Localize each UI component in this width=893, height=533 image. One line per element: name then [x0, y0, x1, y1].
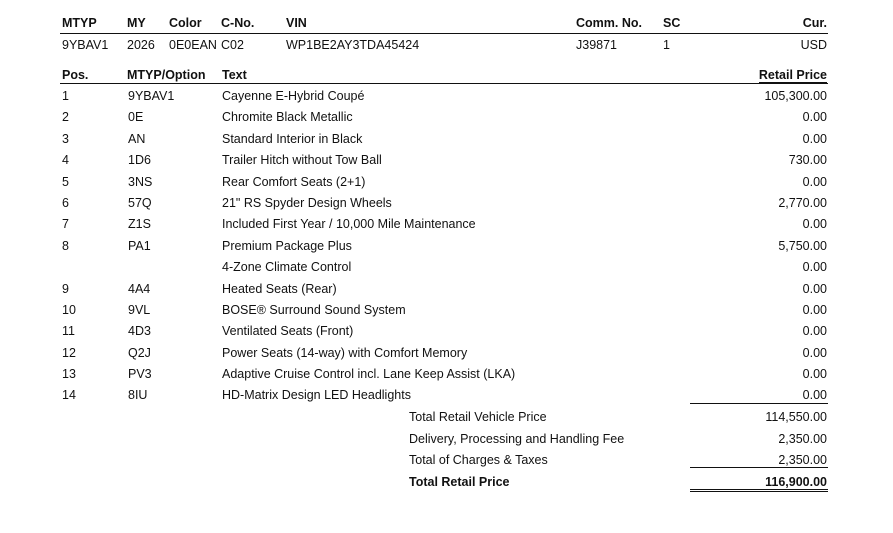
line-price: 0.00 — [802, 302, 827, 317]
line-price: 0.00 — [802, 174, 827, 189]
line-price: 0.00 — [802, 324, 827, 339]
table-row — [0, 343, 893, 364]
total-value: 116,900.00 — [765, 474, 827, 489]
table-row — [0, 193, 893, 214]
line-text: Included First Year / 10,000 Mile Maintenance — [222, 217, 476, 232]
mtyp-value: 9YBAV1 — [62, 38, 109, 52]
line-pos: 3 — [62, 131, 69, 146]
line-price: 0.00 — [802, 367, 827, 382]
line-price: 0.00 — [802, 217, 827, 232]
comm-no-header: Comm. No. — [576, 16, 642, 30]
line-pos: 12 — [62, 345, 76, 360]
line-option-code: 0E — [128, 110, 144, 125]
table-row — [0, 279, 893, 300]
line-option-code: 3NS — [128, 174, 153, 189]
line-price: 0.00 — [802, 131, 827, 146]
line-text: Heated Seats (Rear) — [222, 281, 337, 296]
line-price: 5,750.00 — [778, 238, 827, 253]
line-option-code: 4D3 — [128, 324, 151, 339]
line-option-code: PA1 — [128, 238, 151, 253]
line-option-code: PV3 — [128, 367, 152, 382]
line-pos: 8 — [62, 238, 69, 253]
line-option-code: 8IU — [128, 388, 148, 403]
line-text: Standard Interior in Black — [222, 131, 363, 146]
model-year-value: 2026 — [127, 38, 155, 52]
table-header-rule — [60, 83, 828, 84]
c-no-value: C02 — [221, 38, 244, 52]
pos-header: Pos. — [62, 68, 89, 82]
table-row — [0, 300, 893, 321]
table-row — [0, 214, 893, 235]
color-header: Color — [169, 16, 202, 30]
total-label: Total Retail Vehicle Price — [409, 410, 547, 424]
table-row — [0, 172, 893, 193]
line-option-code: 9YBAV1 — [128, 89, 175, 103]
line-option-code: Q2J — [128, 345, 151, 360]
line-price: 0.00 — [802, 110, 827, 125]
line-pos: 2 — [62, 110, 69, 125]
line-pos: 14 — [62, 388, 76, 403]
comm-no-value: J39871 — [576, 38, 618, 52]
line-price: 0.00 — [802, 388, 827, 403]
table-row — [0, 129, 893, 150]
total-value: 114,550.00 — [765, 410, 827, 424]
line-text: Cayenne E-Hybrid Coupé — [222, 89, 365, 103]
line-pos: 10 — [62, 302, 76, 317]
line-price: 0.00 — [802, 345, 827, 360]
total-row — [0, 450, 893, 472]
table-row — [0, 257, 893, 278]
subtotal-rule — [690, 403, 828, 404]
line-price: 2,770.00 — [778, 195, 827, 210]
vehicle-row — [0, 38, 893, 54]
line-text: HD-Matrix Design LED Headlights — [222, 388, 411, 403]
table-row — [0, 86, 893, 107]
line-pos: 11 — [62, 324, 75, 339]
total-label: Total of Charges & Taxes — [409, 453, 548, 467]
table-row — [0, 364, 893, 385]
options-table-body — [0, 86, 893, 407]
line-option-code: 57Q — [128, 195, 152, 210]
totals-section — [0, 407, 893, 493]
my-header: MY — [127, 16, 146, 30]
text-header: Text — [222, 68, 247, 82]
grand-total-rule-2 — [690, 491, 828, 492]
line-text: Rear Comfort Seats (2+1) — [222, 174, 366, 189]
color-value: 0E0EAN — [169, 38, 217, 52]
line-text: BOSE® Surround Sound System — [222, 302, 406, 317]
charges-rule — [690, 467, 828, 468]
line-option-code: AN — [128, 131, 146, 146]
line-pos: 13 — [62, 367, 76, 382]
total-row — [0, 429, 893, 451]
line-text: 21" RS Spyder Design Wheels — [222, 195, 392, 210]
line-price: 0.00 — [802, 281, 827, 296]
line-pos: 7 — [62, 217, 69, 232]
vehicle-header-row — [0, 16, 893, 32]
line-price: 105,300.00 — [764, 89, 827, 103]
grand-total-rule-1 — [690, 489, 828, 490]
currency-header: Cur. — [802, 16, 827, 30]
table-row — [0, 150, 893, 171]
line-text: Adaptive Cruise Control incl. Lane Keep Assist (LKA) — [222, 367, 516, 382]
sc-header: SC — [663, 16, 681, 30]
table-row — [0, 107, 893, 128]
line-pos: 4 — [62, 153, 69, 168]
line-price: 730.00 — [788, 153, 827, 168]
table-row — [0, 321, 893, 342]
line-text: Premium Package Plus — [222, 238, 352, 253]
line-text: Chromite Black Metallic — [222, 110, 353, 125]
line-text: Trailer Hitch without Tow Ball — [222, 153, 382, 168]
vin-header: VIN — [286, 16, 307, 30]
line-option-code: 4A4 — [128, 281, 151, 296]
line-option-code: 9VL — [128, 302, 151, 317]
total-label: Total Retail Price — [409, 474, 510, 489]
total-value: 2,350.00 — [778, 431, 827, 446]
sc-value: 1 — [663, 38, 670, 52]
line-text: Power Seats (14-way) with Comfort Memory — [222, 345, 468, 360]
currency-value: USD — [800, 38, 827, 52]
options-table-header — [0, 68, 893, 84]
retail-price-header: Retail Price — [758, 68, 827, 82]
vin-value: WP1BE2AY3TDA45424 — [286, 38, 420, 52]
option-header: MTYP/Option — [127, 68, 206, 82]
line-option-code: Z1S — [128, 217, 151, 232]
line-price: 0.00 — [802, 260, 827, 275]
header-rule — [60, 33, 828, 34]
mtyp-header: MTYP — [62, 16, 97, 30]
line-pos: 1 — [62, 89, 69, 103]
total-label: Delivery, Processing and Handling Fee — [409, 431, 625, 446]
line-pos: 5 — [62, 174, 69, 189]
table-row — [0, 236, 893, 257]
line-pos: 9 — [62, 281, 69, 296]
line-option-code: 1D6 — [128, 153, 151, 168]
line-pos: 6 — [62, 195, 69, 210]
line-text: 4-Zone Climate Control — [222, 260, 352, 275]
total-value: 2,350.00 — [778, 453, 827, 467]
line-text: Ventilated Seats (Front) — [222, 324, 354, 339]
c-no-header: C-No. — [221, 16, 255, 30]
total-row — [0, 407, 893, 429]
